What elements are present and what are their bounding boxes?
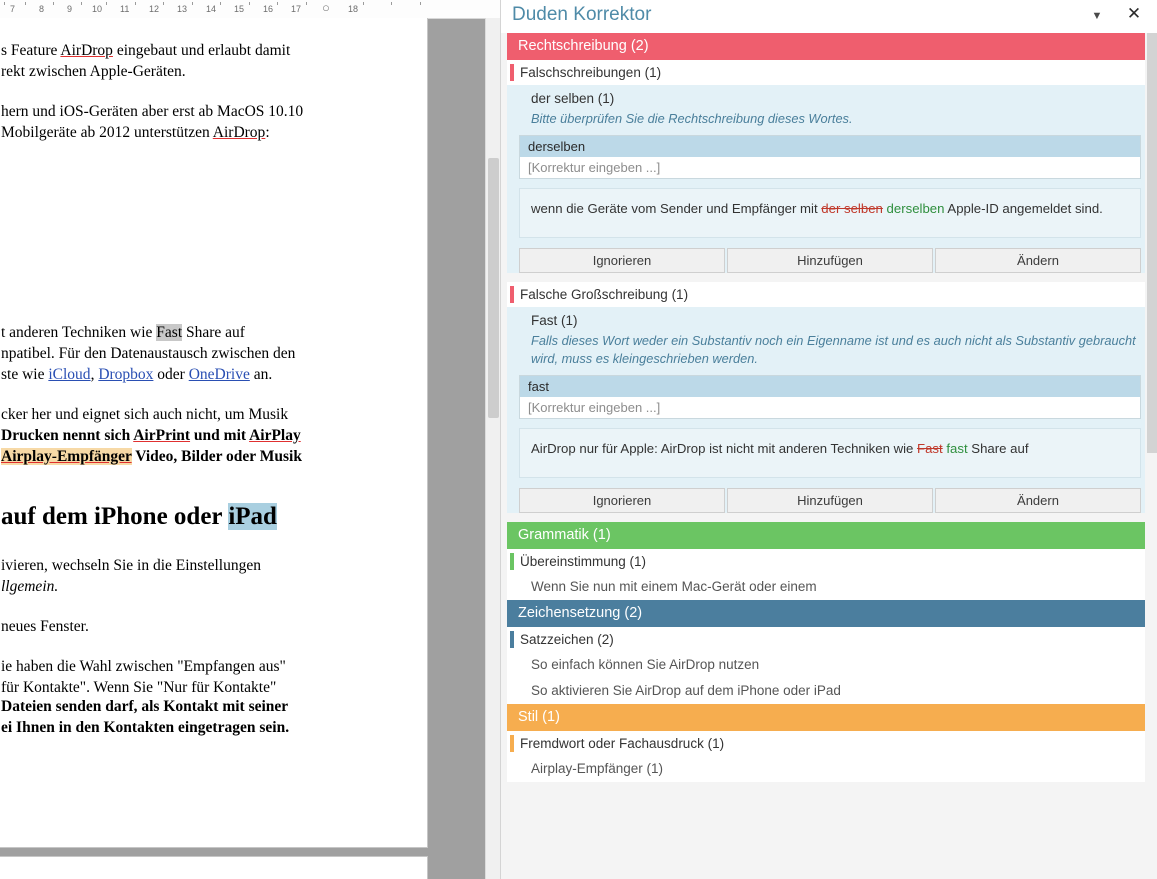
doc-fragment: und mit: [190, 427, 250, 444]
group-label: Übereinstimmung (1): [520, 554, 647, 569]
context-post: Apple-ID angemeldet sind.: [944, 201, 1103, 216]
doc-highlight-fast: Fast: [156, 324, 183, 341]
doc-link-onedrive[interactable]: OneDrive: [188, 366, 250, 383]
doc-line: Dateien senden darf, als Kontakt mit seiner: [1, 698, 289, 715]
ruler-number: 10: [92, 4, 103, 14]
action-buttons: [519, 488, 1141, 513]
group-label: Fremdwort oder Fachausdruck (1): [520, 736, 725, 751]
list-item[interactable]: Airplay-Empfänger (1): [507, 756, 1151, 782]
context-right: derselben: [886, 201, 945, 216]
ruler-number: 15: [234, 4, 245, 14]
doc-link-icloud[interactable]: iCloud: [48, 366, 91, 383]
ruler-tick: [106, 2, 107, 5]
issue-word[interactable]: der selben (1): [531, 91, 615, 106]
add-button[interactable]: Hinzufügen: [727, 248, 933, 273]
doc-line: [1, 364, 272, 385]
doc-line: ei Ihnen in den Kontakten eingetragen sein.: [1, 719, 290, 736]
ruler-tick: [81, 2, 82, 5]
doc-fragment-airdrop: AirDrop: [212, 124, 266, 141]
doc-line: [1, 446, 302, 467]
context-right: fast: [946, 441, 968, 456]
change-button[interactable]: Ändern: [935, 488, 1141, 513]
issue-hint: Falls dieses Wort weder ein Substantiv noch ein Eigenname ist und es auch nicht als Substantiv gebraucht wird, muss es kleingeschrieben werden.: [531, 333, 1136, 366]
doc-line: npatibel. Für den Datenaustausch zwischen den: [1, 345, 296, 362]
doc-fragment: Video, Bilder oder Musik: [131, 448, 302, 465]
doc-fragment: eingebaut und erlaubt damit: [112, 42, 291, 59]
doc-fragment: auf dem iPhone oder: [1, 503, 229, 530]
ruler-tick: [363, 2, 364, 5]
close-icon[interactable]: ✕: [1126, 4, 1142, 23]
list-item[interactable]: So aktivieren Sie AirDrop auf dem iPhone oder iPad: [507, 678, 1151, 704]
doc-fragment-airplay: AirPlay: [249, 427, 301, 444]
change-button[interactable]: Ändern: [935, 248, 1141, 273]
group-color-bar: [510, 286, 514, 303]
ruler-number: 17: [291, 4, 302, 14]
duden-title: Duden Korrektor: [512, 4, 652, 25]
doc-fragment: Drucken nennt sich: [1, 427, 134, 444]
doc-fragment: s Feature: [1, 42, 61, 59]
group-label: Satzzeichen (2): [520, 632, 614, 647]
ruler-number: 12: [149, 4, 160, 14]
correction-input[interactable]: [Korrektur eingeben ...]: [520, 157, 1140, 178]
doc-fragment: an.: [249, 366, 273, 383]
ruler-tick: [220, 2, 221, 5]
ruler-number: 7: [10, 4, 16, 14]
doc-fragment: Mobilgeräte ab 2012 unterstützen: [1, 124, 213, 141]
ignore-button[interactable]: Ignorieren: [519, 488, 725, 513]
group-uebereinstimmung[interactable]: [507, 549, 1151, 574]
doc-line: cker her und eignet sich auch nicht, um Musik: [1, 406, 289, 423]
issue-detail-fast: [507, 307, 1151, 513]
category-rechtschreibung[interactable]: Rechtschreibung (2): [507, 33, 1151, 60]
doc-fragment: t anderen Techniken wie: [1, 324, 157, 341]
doc-heading: [1, 503, 277, 531]
context-pre: wenn die Geräte vom Sender und Empfänger mit: [531, 201, 822, 216]
doc-fragment-airdrop: AirDrop: [60, 42, 113, 59]
ruler-number: 14: [206, 4, 217, 14]
document-page-next[interactable]: [0, 856, 428, 879]
context-wrong: Fast: [917, 441, 943, 456]
group-color-bar: [510, 735, 514, 752]
duden-korrektor-panel: [500, 0, 1157, 879]
group-falsche-grossschreibung[interactable]: [507, 282, 1151, 307]
context-preview: [519, 428, 1141, 478]
doc-line: für Kontakte". Wenn Sie "Nur für Kontakte": [1, 679, 277, 696]
context-post: Share auf: [967, 441, 1029, 456]
correction-input[interactable]: [Korrektur eingeben ...]: [520, 397, 1140, 418]
ruler-tick: [306, 2, 307, 5]
doc-fragment: ,: [90, 366, 99, 383]
issue-hint: Bitte überprüfen Sie die Rechtschreibung dieses Wortes.: [531, 111, 853, 126]
doc-fragment: Share auf: [182, 324, 245, 341]
duden-results-list: [507, 33, 1151, 879]
action-buttons: [519, 248, 1141, 273]
suggestion-selected[interactable]: derselben: [520, 136, 1140, 157]
tab-marker-icon[interactable]: ○: [322, 0, 330, 15]
duden-scrollbar-thumb[interactable]: [1147, 33, 1157, 453]
group-fremdwort[interactable]: [507, 731, 1151, 756]
doc-line: ie haben die Wahl zwischen "Empfangen aus": [1, 658, 286, 675]
doc-link-dropbox[interactable]: Dropbox: [98, 366, 154, 383]
ruler-tick: [25, 2, 26, 5]
ruler-number: 18: [348, 4, 359, 14]
ruler-tick: [249, 2, 250, 5]
context-wrong: der selben: [821, 201, 883, 216]
doc-fragment: :: [265, 124, 270, 141]
ruler-tick: [163, 2, 164, 5]
document-pane: [0, 0, 500, 879]
category-zeichensetzung[interactable]: Zeichensetzung (2): [507, 600, 1151, 627]
ruler-number: 11: [120, 4, 130, 14]
group-color-bar: [510, 631, 514, 648]
group-color-bar: [510, 553, 514, 570]
group-color-bar: [510, 64, 514, 81]
ruler-tick: [4, 2, 5, 5]
ruler-tick: [53, 2, 54, 5]
suggestion-box: [519, 135, 1141, 179]
context-preview: [519, 188, 1141, 238]
doc-line: [1, 322, 245, 343]
ruler-tick: [135, 2, 136, 5]
suggestion-box: [519, 375, 1141, 419]
duden-header: [501, 0, 1157, 33]
group-satzzeichen[interactable]: [507, 627, 1151, 652]
document-scrollbar-thumb[interactable]: [488, 158, 499, 418]
issue-word[interactable]: Fast (1): [531, 313, 578, 328]
group-label: Falsche Großschreibung (1): [520, 287, 689, 302]
doc-fragment: ste wie: [1, 366, 49, 383]
ruler-number: 8: [39, 4, 45, 14]
ruler-tick: [391, 2, 392, 5]
doc-line: ivieren, wechseln Sie in die Einstellungen: [1, 557, 261, 574]
ignore-button[interactable]: Ignorieren: [519, 248, 725, 273]
doc-fragment-airprint: AirPrint: [133, 427, 191, 444]
doc-line: neues Fenster.: [1, 618, 89, 635]
ruler-number: 13: [177, 4, 188, 14]
doc-line: [1, 425, 301, 446]
category-stil[interactable]: Stil (1): [507, 704, 1151, 731]
doc-fragment: oder: [153, 366, 189, 383]
ruler-number: 9: [67, 4, 73, 14]
doc-line: rekt zwischen Apple-Geräten.: [1, 63, 186, 80]
horizontal-ruler[interactable]: [0, 0, 500, 19]
list-item[interactable]: Wenn Sie nun mit einem Mac-Gerät oder einem: [507, 574, 1151, 600]
ruler-tick: [192, 2, 193, 5]
duden-scrollbar[interactable]: [1145, 33, 1157, 879]
doc-line: [1, 122, 270, 143]
context-pre: AirDrop nur für Apple: AirDrop ist nicht mit anderen Techniken wie: [531, 441, 918, 456]
doc-highlight-ipad: iPad: [228, 503, 277, 530]
list-item[interactable]: So einfach können Sie AirDrop nutzen: [507, 652, 1151, 678]
ruler-number: 16: [263, 4, 274, 14]
suggestion-selected[interactable]: fast: [520, 376, 1140, 397]
chevron-down-icon[interactable]: ▼: [1091, 10, 1103, 22]
doc-highlight-airplay-empfaenger: Airplay-Empfänger: [1, 448, 132, 465]
group-label: Falschschreibungen (1): [520, 65, 662, 80]
ruler-tick: [420, 2, 421, 5]
document-page[interactable]: [0, 18, 428, 848]
add-button[interactable]: Hinzufügen: [727, 488, 933, 513]
issue-detail-derselben: [507, 85, 1151, 273]
doc-line: [1, 40, 290, 61]
ruler-tick: [277, 2, 278, 5]
doc-line: hern und iOS-Geräten aber erst ab MacOS 10.10: [1, 103, 304, 120]
group-falschschreibungen[interactable]: [507, 60, 1151, 85]
doc-line: llgemein.: [1, 578, 59, 595]
category-grammatik[interactable]: Grammatik (1): [507, 522, 1151, 549]
document-scrollbar[interactable]: [485, 18, 500, 879]
